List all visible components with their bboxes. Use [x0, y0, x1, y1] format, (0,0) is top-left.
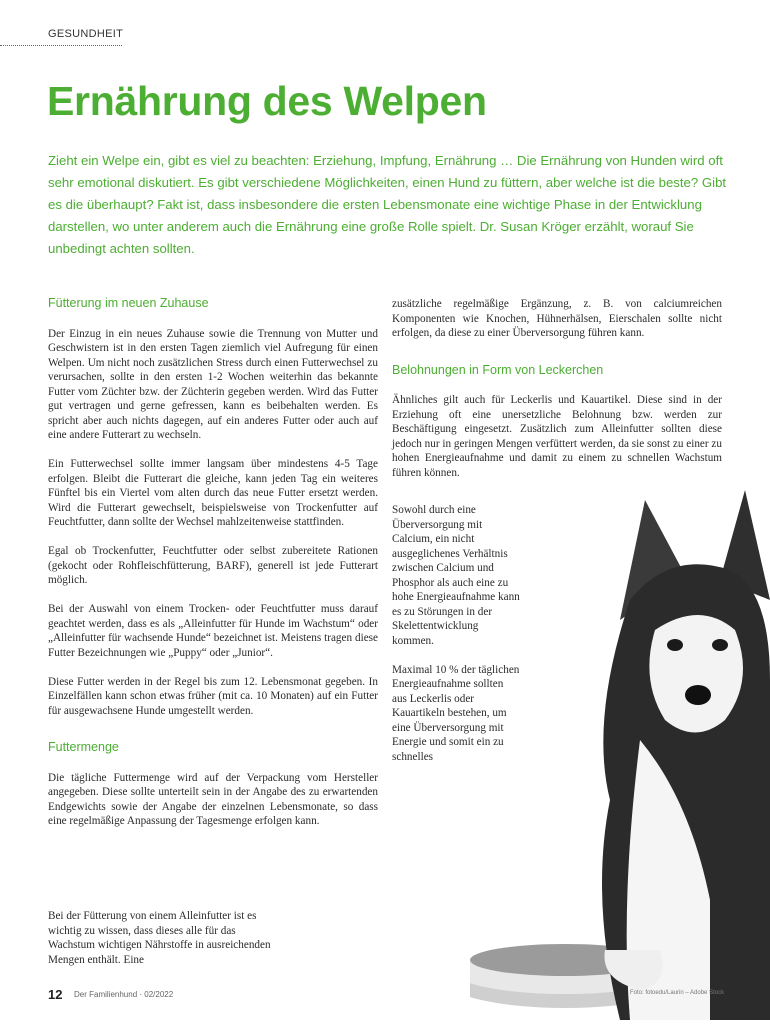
paragraph: Egal ob Trockenfutter, Feuchtfutter oder selbst zubereitete Rationen (gekocht oder Rohfleischfütterung, BARF), generell ist jede Futterart möglich.	[48, 545, 378, 586]
puppy-photo	[470, 480, 770, 1020]
subhead-treats: Belohnungen in Form von Leckerchen	[392, 362, 604, 377]
paragraph: Maximal 10 % der täglichen Energieaufnahme sollten aus Leckerlis oder Kauartikeln bestehen, um eine Überversorgung mit Energie und somit ein zu schnelles	[392, 663, 520, 763]
paragraph: Bei der Fütterung von einem Alleinfutter ist es wichtig zu wissen, dass dieses alle für das Wachstum wichtigen Nährstoffe in ausreichenden Mengen enthält. Eine	[48, 910, 271, 966]
paragraph: Die tägliche Futtermenge wird auf der Verpackung vom Hersteller angegeben. Diese sollte unterteilt sein in der Angabe des zu erwartenden Endgewichts sowie der Angabe der einzelnen Lebensmonate, so dass eine regelmäßige Anpassung der Tagesmenge erfolgen kann.	[48, 771, 378, 827]
article-title: Ernährung des Welpen	[47, 78, 487, 124]
photo-credit: Foto: fotoedu/Laurin – Adobe Stock	[630, 990, 725, 996]
paragraph: Bei der Auswahl von einem Trocken- oder Feuchtfutter muss darauf geachtet werden, dass es als „Alleinfutter für Hunde im Wachstum“ oder „Alleinfutter für wachsende Hunde“ bezeichnet ist. Meistens tragen diese Futter Bezeichnungen wie „Puppy“ oder „Junior“.	[48, 603, 378, 659]
paragraph: Der Einzug in ein neues Zuhause sowie die Trennung von Mutter und Geschwistern ist in den ersten Tagen ziemlich viel Aufregung für einen Welpen. Um nicht noch zusätzlichen Stress durch einen Futterwechsel zu verursachen, sollte in den ersten 1-2 Wochen weiterhin das bekannte Futter vom Züchter bzw. der Züchterin gegeben werden. Wird das Futter gut vertragen und gerne gefressen, kann es beibehalten werden. Es spricht aber auch nichts dagegen, auf ein anderes Futter oder auch auf eine andere Futterart zu wechseln.	[48, 327, 378, 441]
left-column	[48, 296, 378, 843]
paragraph: Sowohl durch eine Überversorgung mit Calcium, ein nicht ausgeglichenes Verhältnis zwischen Calcium und Phosphor als auch eine zu hohe Energieaufnahme kann es zu Störungen in der Skelettentwicklung kommen.	[392, 504, 520, 647]
paragraph: zusätzliche regelmäßige Ergänzung, z. B. von calciumreichen Komponenten wie Knochen, Hühnerhälsen, Eierschalen sollte nicht erfolgen, da diese zu einer Überversorgung führen kann.	[392, 298, 722, 339]
paragraph: Diese Futter werden in der Regel bis zum 12. Lebensmonat gegeben. In Einzelfällen kann schon etwas früher (mit ca. 10 Monaten) auf ein Futter für ausgewachsene Hunde umgestellt werden.	[48, 675, 378, 717]
subhead-feed-amount: Futtermenge	[48, 740, 119, 754]
page-number: 12	[48, 987, 63, 1002]
section-tag-rule	[0, 45, 122, 46]
subhead-feeding-new-home: Fütterung im neuen Zuhause	[48, 296, 209, 310]
section-tag: GESUNDHEIT	[48, 28, 124, 40]
article-lead: Zieht ein Welpe ein, gibt es viel zu beachten: Erziehung, Impfung, Ernährung … Die Ernährung von Hunden wird oft sehr emotional diskutiert. Es gibt verschiedene Möglichkeiten, einen Hund zu füttern, aber welche ist die beste? Gibt es die überhaupt? Fakt ist, dass insbesondere die ersten Lebensmonate eine wichtige Phase in der Entwicklung darstellen, wo unter anderem auch die Ernährung eine große Rolle spielt. Dr. Susan Kröger erzählt, worauf Sie unbedingt achten sollten.	[48, 153, 727, 256]
magazine-issue: Der Familienhund · 02/2022	[74, 990, 174, 999]
paragraph: Ähnliches gilt auch für Leckerlis und Kauartikel. Diese sind in der Erziehung oft eine unersetzliche Belohnung bzw. werden zur Beschäftigung eingesetzt. Zusätzlich zum Alleinfutter sollten diese jedoch nur in geringen Mengen verfüttert werden, da sie sonst zu einer zu hohen Energieaufnahme und damit zu einem zu schnellen Wachstum führen können.	[392, 394, 722, 479]
right-column	[392, 297, 722, 495]
paragraph: Ein Futterwechsel sollte immer langsam über mindestens 4-5 Tage erfolgen. Bleibt die Futterart die gleiche, kann jeden Tag ein weiteres Fünftel bis ein Viertel vom alten durch das neue Futter ersetzt werden. Wird die Futterart gewechselt, beispielsweise von Trockenfutter auf Feuchtfutter, dann sollte der Wechsel mahlzeitenweise stattfinden.	[48, 458, 378, 528]
